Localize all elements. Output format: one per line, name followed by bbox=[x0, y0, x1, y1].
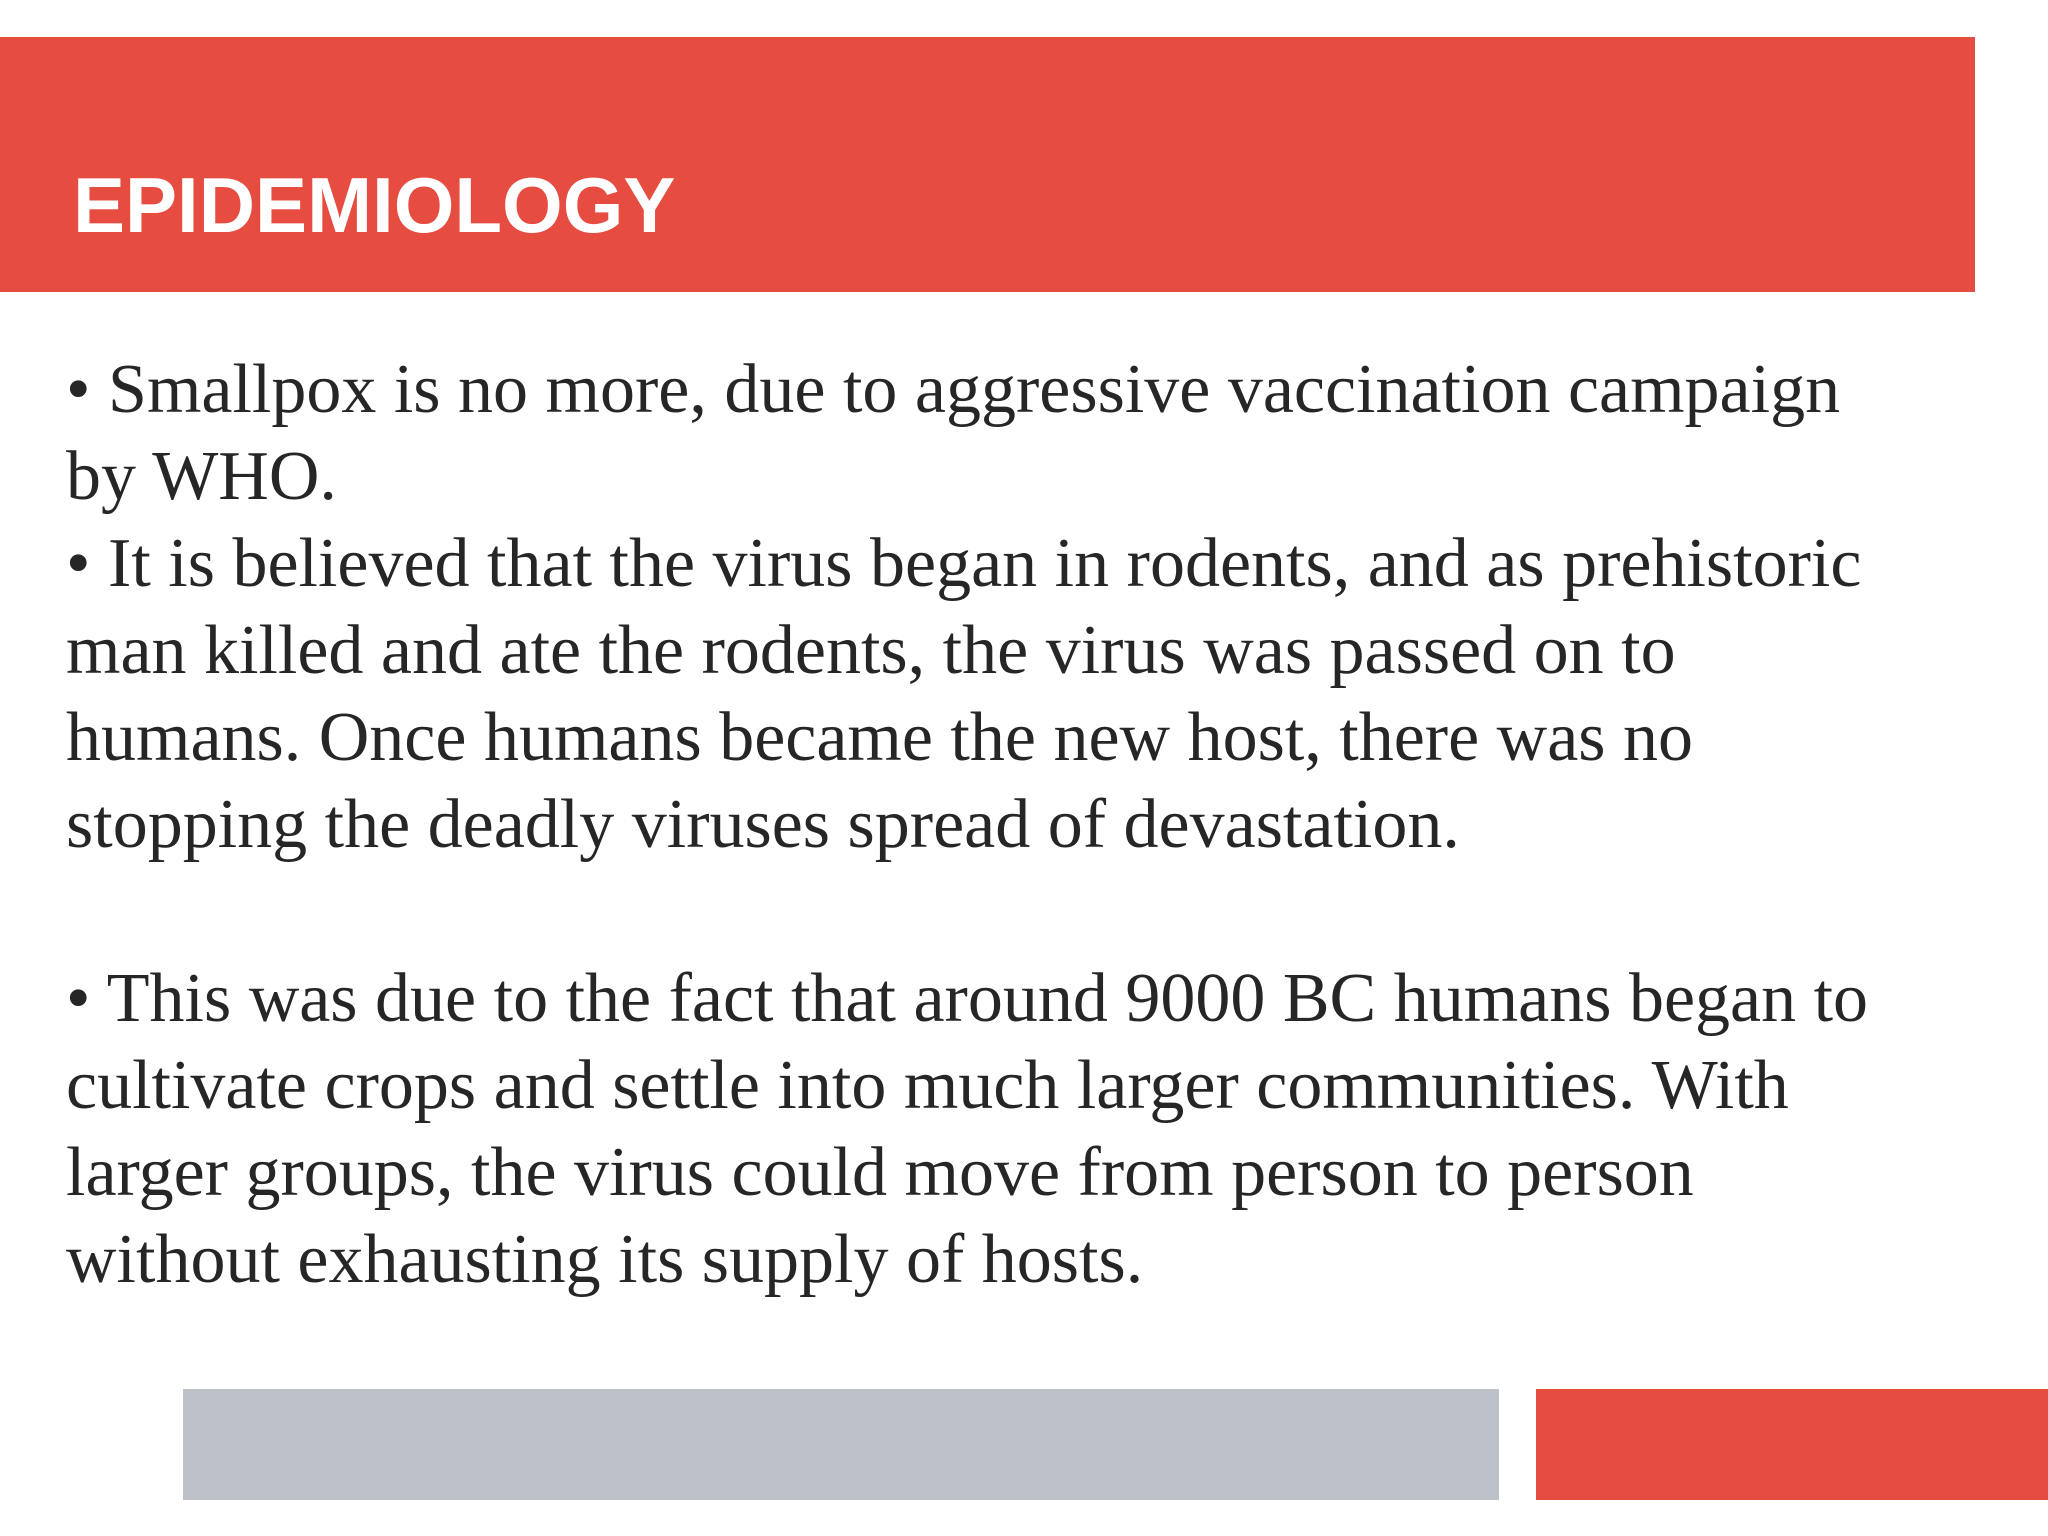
slide-title: EPIDEMIOLOGY bbox=[73, 161, 676, 249]
body-line: cultivate crops and settle into much larger communities. With bbox=[66, 1047, 1789, 1124]
paragraph-gap bbox=[66, 868, 1986, 955]
body-line: • Smallpox is no more, due to aggressive vaccination campaign bbox=[66, 351, 1841, 428]
body-line: larger groups, the virus could move from person to person bbox=[66, 1134, 1694, 1211]
body-line: man killed and ate the rodents, the virus was passed on to bbox=[66, 612, 1676, 689]
body-line: • This was due to the fact that around 9000 BC humans began to bbox=[66, 960, 1869, 1037]
body-line: by WHO. bbox=[66, 438, 337, 515]
body-line: humans. Once humans became the new host, there was no bbox=[66, 699, 1694, 776]
slide-body bbox=[66, 346, 1986, 1303]
footer-red-bar bbox=[1536, 1389, 2048, 1500]
body-line: • It is believed that the virus began in rodents, and as prehistoric bbox=[66, 525, 1862, 602]
body-line: stopping the deadly viruses spread of devastation. bbox=[66, 786, 1460, 863]
footer-gray-bar bbox=[183, 1389, 1499, 1500]
body-line: without exhausting its supply of hosts. bbox=[66, 1221, 1144, 1298]
